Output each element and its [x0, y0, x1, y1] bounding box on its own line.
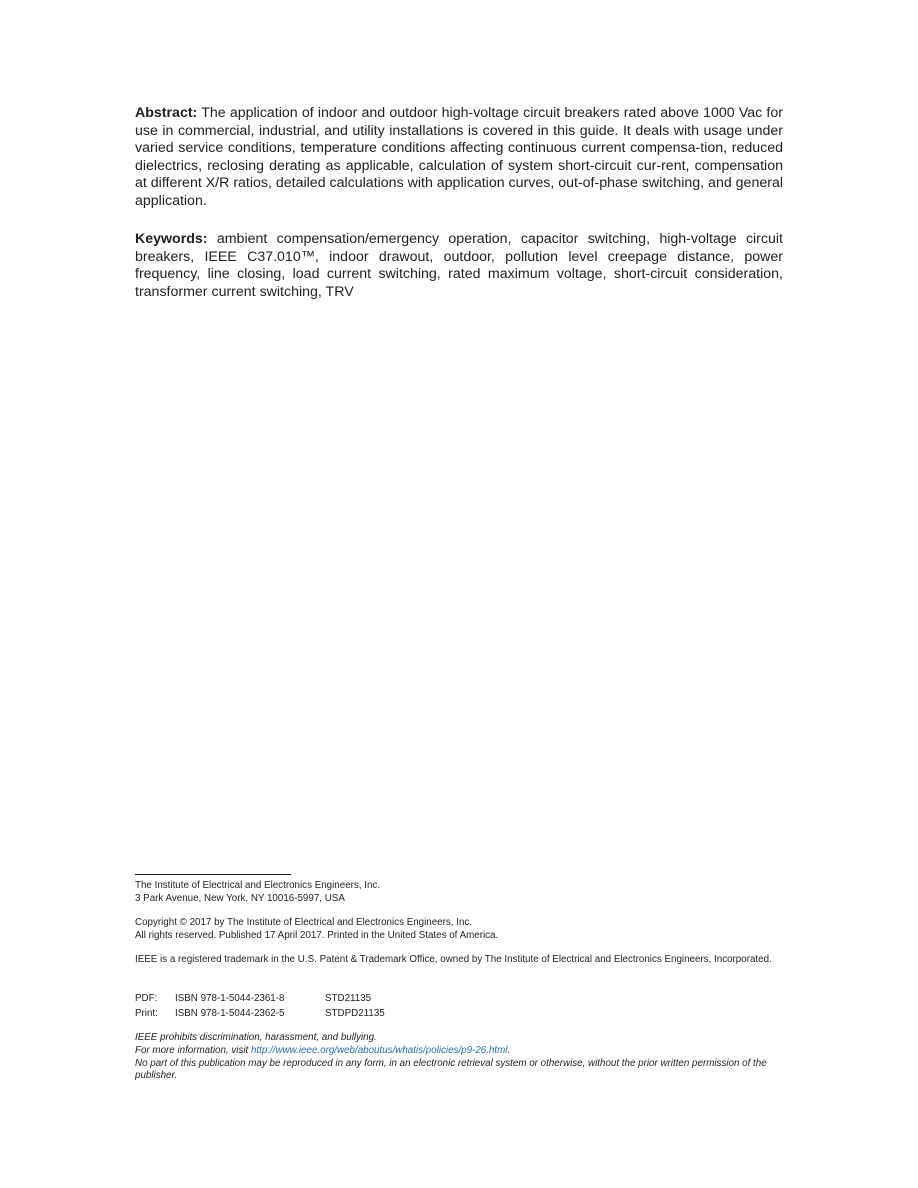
- rights-line: All rights reserved. Published 17 April 2017. Printed in the United States of America.: [135, 929, 499, 941]
- copyright-line: Copyright © 2017 by The Institute of Electrical and Electronics Engineers, Inc.: [135, 917, 473, 928]
- isbn-number: ISBN 978-1-5044-2362-5: [175, 1008, 285, 1019]
- keywords-paragraph: [135, 231, 783, 301]
- footnote-divider: [135, 874, 291, 875]
- isbn-number: ISBN 978-1-5044-2361-8: [175, 993, 285, 1004]
- isbn-format: PDF:: [135, 993, 158, 1004]
- isbn-row-print: [135, 1006, 785, 1021]
- trademark-line: IEEE is a registered trademark in the U.S. Patent & Trademark Office, owned by The Institute of Electrical and Electronics Engineers, Incorporated.: [135, 954, 772, 965]
- keywords-text: ambient compensation/emergency operation, capacitor switching, high-voltage circuit breakers, IEEE C37.010™, indoor drawout, outdoor, pollution level creepage distance, power frequency, line closing, load current switching, rated maximum voltage, short-circuit consideration, transformer current switching, TRV: [135, 231, 783, 300]
- publisher-name: The Institute of Electrical and Electronics Engineers, Inc.: [135, 880, 381, 891]
- trademark-info: [135, 954, 785, 967]
- isbn-format: Print:: [135, 1008, 158, 1019]
- abstract-section: [135, 105, 783, 211]
- isbn-code: STD21135: [325, 993, 372, 1004]
- isbn-table: [135, 991, 785, 1021]
- abstract-paragraph: [135, 105, 783, 211]
- isbn-row-pdf: [135, 991, 785, 1006]
- more-info-line: [135, 1045, 785, 1058]
- policy-link[interactable]: http://www.ieee.org/web/aboutus/whatis/policies/p9-26.html: [250, 1044, 508, 1056]
- more-info-prefix: For more information, visit: [135, 1044, 251, 1056]
- more-info-suffix: .: [507, 1044, 511, 1056]
- abstract-text: The application of indoor and outdoor high-voltage circuit breakers rated above 1000 Vac for use in commercial, industrial, and utility installations is covered in this guide. It deals with usage under varied service conditions, temperature conditions affecting continuous current compensa-tion, reduced dielectrics, reclosing derating as applicable, calculation of system short-circuit cur-rent, compensation at different X/R ratios, detailed calculations with application curves, out-of-phase switching, and general application.: [135, 105, 783, 209]
- policy-line: IEEE prohibits discrimination, harassment, and bullying.: [135, 1032, 377, 1043]
- keywords-section: [135, 231, 783, 301]
- copyright-info: [135, 917, 785, 943]
- publisher-info: [135, 880, 785, 906]
- legal-notice: [135, 1032, 785, 1083]
- keywords-label: Keywords:: [135, 231, 208, 247]
- reproduction-line: No part of this publication may be reproduced in any form, in an electronic retrieval system or otherwise, without the prior written permission of the publisher.: [135, 1057, 767, 1082]
- publisher-address: 3 Park Avenue, New York, NY 10016-5997, USA: [135, 892, 345, 904]
- abstract-label: Abstract:: [135, 105, 198, 121]
- isbn-code: STDPD21135: [325, 1008, 385, 1019]
